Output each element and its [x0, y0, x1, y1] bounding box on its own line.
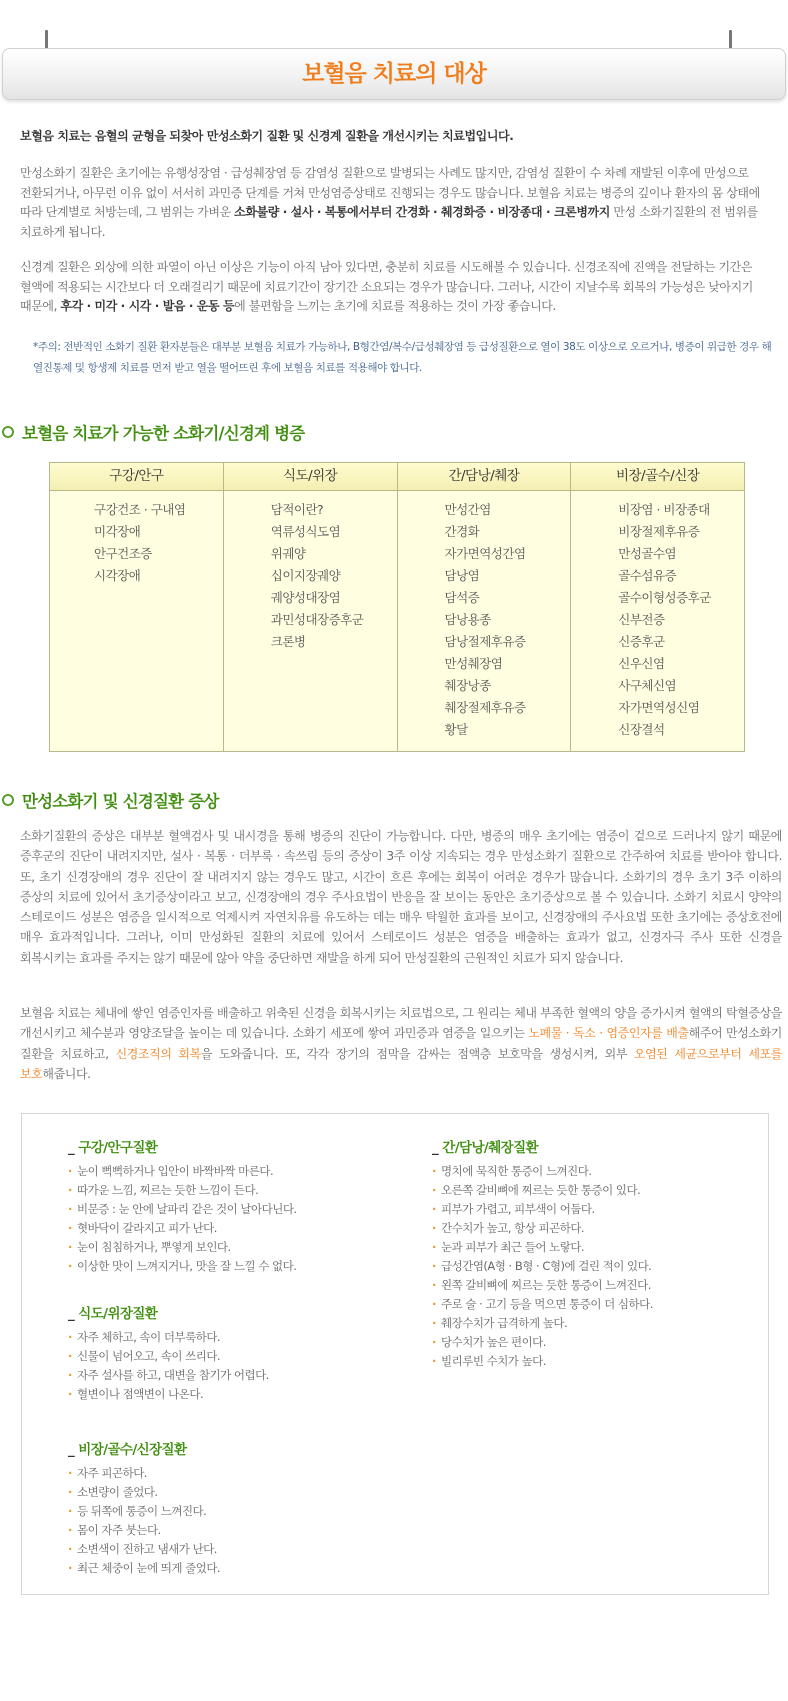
intro-lead: 보혈음 치료는 음혈의 균형을 되찾아 만성소화기 질환 및 신경계 질환을 개선시키는 치료법입니다.	[20, 129, 514, 143]
section-title-treatable: 보혈음 치료가 가능한 소화기/신경계 병증	[2, 420, 304, 444]
symptom-list	[68, 1328, 269, 1404]
disease-item: 역류성식도염	[270, 524, 341, 539]
symptom-item: · 급성간염(A형 · B형 · C형)에 걸린 적이 있다.	[432, 1257, 653, 1276]
disease-item: 신부전증	[618, 612, 665, 627]
symptom-item: · 명치에 묵직한 통증이 느껴진다.	[432, 1162, 653, 1181]
disease-column	[224, 463, 398, 751]
disease-item: 비장절제후유증	[618, 524, 700, 539]
symptom-item: · 신물이 넘어오고, 속이 쓰리다.	[68, 1347, 269, 1366]
symptom-checklist-box	[21, 1113, 769, 1595]
disease-item: 크론병	[270, 634, 306, 649]
disease-item: 담낭용종	[444, 612, 491, 627]
symptom-item: · 등 뒤쪽에 통증이 느껴진다.	[68, 1502, 220, 1521]
symptom-group-stomach	[68, 1302, 269, 1404]
disease-column	[571, 463, 744, 751]
symptom-item: · 오른쪽 갈비뼈에 찌르는 듯한 통증이 있다.	[432, 1181, 653, 1200]
symptom-item: · 간수치가 높고, 항상 피곤하다.	[432, 1219, 653, 1238]
symptom-item: · 소변색이 진하고 냄새가 난다.	[68, 1540, 220, 1559]
disease-list	[398, 491, 571, 741]
disease-item: 만성간염	[444, 502, 491, 517]
disease-item: 췌장절제후유증	[444, 700, 526, 715]
symptom-item: · 소변량이 줄었다.	[68, 1483, 220, 1502]
disease-item: 담적이란?	[270, 502, 324, 517]
symptom-item: · 이상한 맛이 느껴지거나, 맛을 잘 느낄 수 없다.	[68, 1257, 297, 1276]
symptom-item: · 자주 설사를 하고, 대변을 참기가 어렵다.	[68, 1366, 269, 1385]
disease-list	[50, 491, 223, 587]
symptom-item: · 췌장수치가 급격하게 높다.	[432, 1314, 653, 1333]
disease-item: 안구건조증	[94, 546, 152, 561]
symptom-group-title: _ 구강/안구질환	[68, 1140, 158, 1156]
disease-item: 신우신염	[618, 656, 665, 671]
symptoms-paragraph-1: 소화기질환의 증상은 대부분 혈액검사 및 내시경을 통해 병증의 진단이 가능합니다. 다만, 병증의 매우 초기에는 염증이 겉으로 드러나지 않기 때문에 증후군의 진단이 내려지지만, 설사 · 복통 · 더부룩 · 속쓰림 등의 증상이 3주 이상 지속되는 경우 만성소화기 질환으로 간주하여 치료를 받아야 합니다. 또, 초기 신경장애의 경우 진단이 잘 내려지지 않는 경우도 많고, 시간이 흐른 후에는 회복이 어려운 경우가 많습니다. 소화기의 경우 초기 3주 이하의 증상의 치료에 있어서 초기증상이라고 보고, 신경장애의 경우 주사요법이 반응을 잘 보이는 동안은 초기증상으로 볼 수 있습니다. 소화기 치료시 양약의 스테로이드 성분은 염증을 일시적으로 억제시켜 자연치유를 유도하는 데는 매우 탁월한 효과를 보이고, 신경장애의 주사요법 또한 초기에는 증상호전에 매우 효과적입니다. 그러나, 이미 만성화된 질환의 치료에 있어서 스테로이드 성분은 염증을 배출하는 효과가 없고, 신경자극 주사 또한 신경을 회복시키는 효과를 주지는 않기 때문에 않아 약을 중단하면 재발을 하게 되어 만성질환의 근원적인 치료가 되지 않습니다.	[20, 829, 782, 965]
disease-item: 구강건조 · 구내염	[94, 502, 186, 517]
page-title: 보혈음 치료의 대상	[302, 61, 486, 87]
symptom-item: · 주로 술 · 고기 등을 먹으면 통증이 더 심하다.	[432, 1295, 653, 1314]
disease-item: 담석증	[444, 590, 480, 605]
disease-item: 골수섬유증	[618, 568, 677, 583]
disease-item: 궤양성대장염	[270, 590, 341, 605]
symptom-item: · 자주 피곤하다.	[68, 1464, 220, 1483]
symptom-item: · 자주 체하고, 속이 더부룩하다.	[68, 1328, 269, 1347]
disease-column-header: 식도/위장	[224, 463, 397, 491]
symptom-list	[68, 1162, 297, 1276]
disease-item: 담낭절제후유증	[444, 634, 526, 649]
symptom-item: · 혈변이나 점액변이 나온다.	[68, 1385, 269, 1404]
pin-left-decoration	[32, 30, 62, 50]
disease-item: 황달	[444, 722, 468, 737]
disease-item: 시각장애	[94, 568, 141, 583]
disease-column-header: 간/담낭/췌장	[398, 463, 571, 491]
disease-item: 과민성대장증후군	[270, 612, 364, 627]
symptom-item: · 비문증 : 눈 안에 날파리 같은 것이 날아다닌다.	[68, 1200, 297, 1219]
bullet-circle-icon	[2, 794, 14, 806]
disease-item: 췌장낭종	[444, 678, 491, 693]
disease-list	[571, 491, 744, 741]
disease-column-header: 구강/안구	[50, 463, 223, 491]
disease-item: 만성췌장염	[444, 656, 503, 671]
caution-note: *주의: 전반적인 소화기 질환 환자분들은 대부분 보혈음 치료가 가능하나, B형간염/복수/급성췌장염 등 급성질환으로 열이 38도 이상으로 오르거나, 병증이 위급한 경우 해열진통제 및 항생제 치료를 먼저 받고 열을 떨어뜨린 후에 보혈음 치료를 적용해야 합니다.	[33, 341, 772, 374]
disease-column	[398, 463, 572, 751]
symptom-group-spleen	[68, 1438, 220, 1578]
intro-paragraph-2: 신경계 질환은 외상에 의한 파열이 아닌 이상은 기능이 아직 남아 있다면, 충분히 치료를 시도해볼 수 있습니다. 신경조직에 진액을 전달하는 기간은 혈액에 적용되는 시간보다 더 오래걸리기 때문에 치료기간이 장기간 소요되는 경우가 많습니다. 그러나, 시간이 지날수록 회복의 가능성은 낮아지기 때문에, 후각 · 미각 · 시각 · 발음 · 운동 등에 불편함을 느끼는 초기에 치료를 적용하는 것이 가장 좋습니다.	[20, 260, 753, 313]
disease-item: 신증후군	[618, 634, 665, 649]
disease-item: 미각장애	[94, 524, 141, 539]
disease-column-header: 비장/골수/신장	[571, 463, 744, 491]
symptoms-paragraph-2: 보혈음 치료는 체내에 쌓인 염증인자를 배출하고 위축된 신경을 회복시키는 치료법으로, 그 원리는 체내 부족한 혈액의 양을 증가시켜 혈액의 탁혈증상을 개선시키고 체수분과 영양조달을 높이는 데 있습니다. 소화기 세포에 쌓여 과민증과 염증을 일으키는 노폐물 · 독소 · 염증인자를 배출해주어 만성소화기 질환을 치료하고, 신경조직의 회복을 도와줍니다. 또, 각각 장기의 점막을 감싸는 점액층 보호막을 생성시켜, 외부 오염된 세균으로부터 세포를 보호해줍니다.	[20, 1006, 782, 1081]
bullet-circle-icon	[2, 426, 14, 438]
symptom-group-liver	[432, 1136, 653, 1371]
disease-item: 십이지장궤양	[270, 568, 341, 583]
disease-table	[49, 462, 745, 752]
symptom-item: · 당수치가 높은 편이다.	[432, 1333, 653, 1352]
disease-item: 자가면역성간염	[444, 546, 526, 561]
symptom-list	[68, 1464, 220, 1578]
symptom-list	[432, 1162, 653, 1371]
disease-item: 만성골수염	[618, 546, 677, 561]
symptom-item: · 최근 체중이 눈에 띄게 줄었다.	[68, 1559, 220, 1578]
disease-list	[224, 491, 397, 653]
symptom-group-title: _ 식도/위장질환	[68, 1306, 158, 1322]
disease-item: 비장염 · 비장종대	[618, 502, 710, 517]
symptom-item: · 눈이 뻑뻑하거나 입안이 바짝바짝 마른다.	[68, 1162, 297, 1181]
symptom-item: · 피부가 가렵고, 피부색이 어둡다.	[432, 1200, 653, 1219]
disease-item: 위궤양	[270, 546, 306, 561]
symptom-group-title: _ 비장/골수/신장질환	[68, 1442, 187, 1458]
intro-paragraph-1: 만성소화기 질환은 초기에는 유행성장염 · 급성췌장염 등 감염성 질환으로 발병되는 사례도 많지만, 감염성 질환이 수 차례 재발된 이후에 만성으로 전환되거나, 아무런 이유 없이 서서히 과민증 단계를 거쳐 만성염증상태로 진행되는 경우도 많습니다. 보혈음 치료는 병증의 깊이나 환자의 몸 상태에 따라 단계별로 처방는데, 그 범위는 가벼운 소화불량 · 설사 · 복통에서부터 간경화 · 췌경화증 · 비장종대 · 크론병까지 만성 소화기질환의 전 범위를 치료하게 됩니다.	[20, 166, 760, 239]
disease-item: 신장결석	[618, 722, 665, 737]
symptom-item: · 따가운 느낌, 찌르는 듯한 느낌이 든다.	[68, 1181, 297, 1200]
pin-right-decoration	[716, 30, 746, 50]
disease-item: 사구체신염	[618, 678, 677, 693]
disease-item: 골수이형성증후군	[618, 590, 711, 605]
symptom-item: · 눈이 침침하거나, 뿌옇게 보인다.	[68, 1238, 297, 1257]
symptom-item: · 왼쪽 갈비뼈에 찌르는 듯한 통증이 느껴진다.	[432, 1276, 653, 1295]
symptom-group-mouth	[68, 1136, 297, 1276]
symptom-item: · 혓바닥이 갈라지고 피가 난다.	[68, 1219, 297, 1238]
disease-item: 담낭염	[444, 568, 480, 583]
symptom-item: · 빌리루빈 수치가 높다.	[432, 1352, 653, 1371]
symptom-item: · 눈과 피부가 최근 들어 노랗다.	[432, 1238, 653, 1257]
section-title-symptoms: 만성소화기 및 신경질환 증상	[2, 788, 219, 812]
title-banner	[2, 48, 786, 100]
disease-item: 자가면역성신염	[618, 700, 700, 715]
symptom-item: · 몸이 자주 붓는다.	[68, 1521, 220, 1540]
disease-item: 간경화	[444, 524, 480, 539]
disease-column	[50, 463, 224, 751]
symptom-group-title: _ 간/담낭/췌장질환	[432, 1140, 538, 1156]
